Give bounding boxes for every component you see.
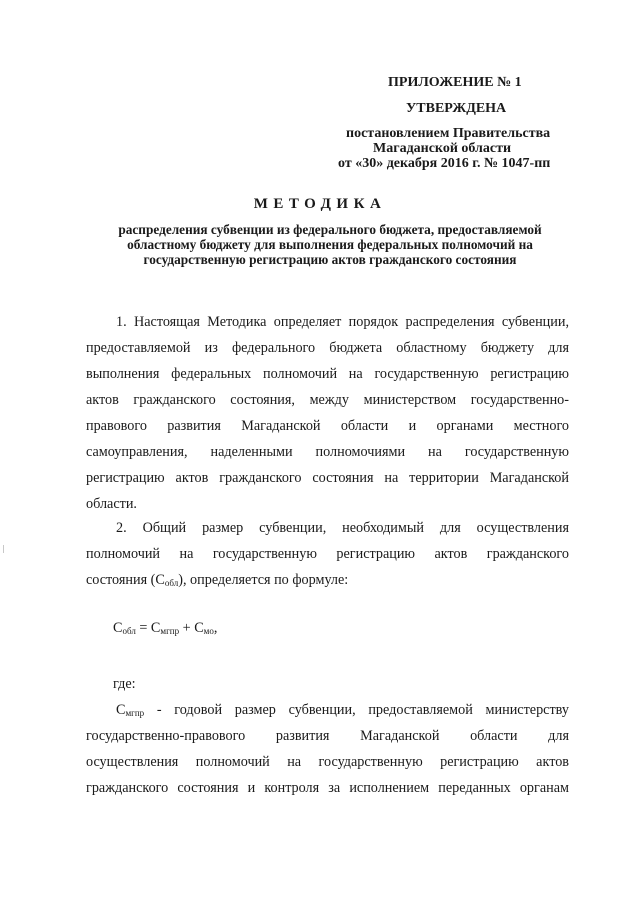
appendix-number: ПРИЛОЖЕНИЕ № 1 (388, 75, 522, 90)
p1-line-1: 1. Настоящая Методика определяет порядок распределения субвенции, (116, 314, 569, 330)
margin-mark (3, 545, 4, 553)
formula-end: , (213, 620, 218, 636)
p1-line-8: области. (86, 496, 137, 512)
c-obl-subscript: обл (164, 578, 179, 588)
resolution-line-2: Магаданской области (373, 141, 512, 156)
paragraph-1 (86, 309, 569, 517)
p1-line-2: предоставляемой из федерального бюджета областному бюджету для (86, 340, 569, 356)
document-subtitle (80, 222, 580, 267)
formula-sub-mo: мо (203, 626, 214, 636)
paragraph-3 (86, 697, 569, 801)
p1-line-3: выполнения федеральных полномочий на государственную регистрацию (86, 366, 569, 382)
p3-sub-mgpr: мгпр (125, 708, 145, 718)
p3-line-1-rest: - годовой размер субвенции, предоставляемой министерству (144, 702, 569, 718)
resolution-line-1: постановлением Правительства (346, 126, 551, 141)
subtitle-line-1: распределения субвенции из федерального бюджета, предоставляемой (118, 222, 542, 237)
p2-line-3-start: состояния (С (86, 572, 165, 588)
paragraph-2 (86, 515, 569, 593)
p3-c: С (116, 702, 126, 718)
p1-line-7: регистрацию актов гражданского состояния на территории Магаданской (86, 470, 569, 486)
p3-line-4: гражданского состояния и контроля за исполнением переданных органам (86, 780, 569, 796)
formula-equals: = С (135, 620, 161, 636)
subtitle-line-3: государственную регистрацию актов гражданского состояния (143, 252, 517, 267)
subtitle-line-2: областному бюджету для выполнения федеральных полномочий на (127, 237, 533, 252)
approved-label: УТВЕРЖДЕНА (406, 101, 507, 116)
document-title: МЕТОДИКА (253, 196, 387, 212)
p2-line-1: 2. Общий размер субвенции, необходимый для осуществления (116, 520, 569, 536)
p3-line-1 (86, 697, 569, 723)
p2-line-3-end: ), определяется по формуле: (178, 572, 349, 588)
formula-sub-obl: обл (122, 626, 136, 636)
where-label: где: (113, 676, 136, 692)
p1-line-4: актов гражданского состояния, между министерством государственно- (86, 392, 569, 408)
formula-c1: С (113, 620, 123, 636)
p2-line-3 (86, 567, 569, 593)
p2-line-2: полномочий на государственную регистрацию актов гражданского (86, 546, 569, 562)
formula (113, 620, 217, 637)
formula-sub-mgpr: мгпр (160, 626, 180, 636)
p1-line-6: самоуправления, наделенными полномочиями на государственную (86, 444, 569, 460)
formula-plus: + С (179, 620, 204, 636)
p3-line-2: государственно-правового развития Магаданской области для (86, 728, 569, 744)
resolution-line-3: от «30» декабря 2016 г. № 1047-пп (338, 156, 551, 171)
p3-line-3: осуществления полномочий на государственную регистрацию актов (86, 754, 569, 770)
p1-line-5: правового развития Магаданской области и органами местного (86, 418, 569, 434)
